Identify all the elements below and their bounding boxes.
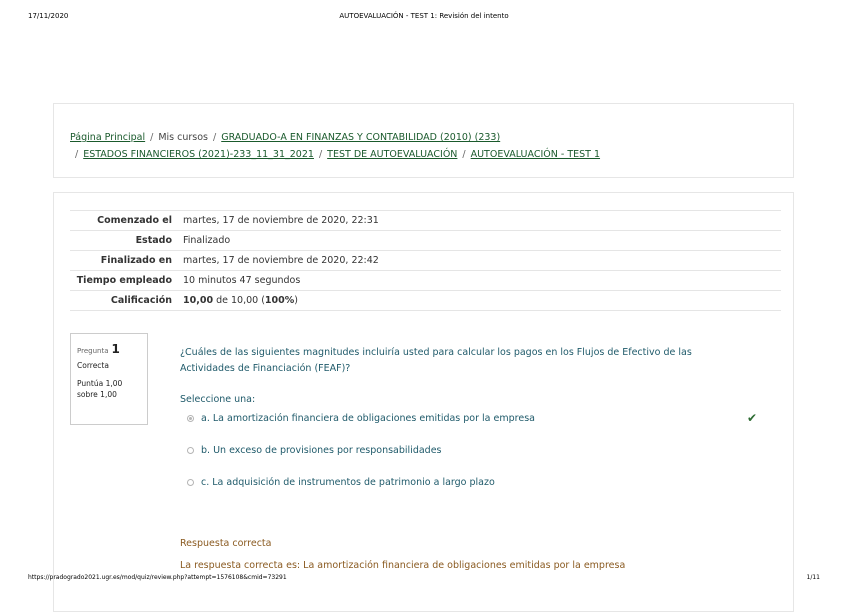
answer-option-b[interactable] [187, 445, 442, 456]
grade-close: ) [294, 295, 298, 306]
attempt-summary-table [70, 210, 781, 311]
breadcrumb-my-courses: Mis cursos [158, 132, 209, 143]
breadcrumb-section-link[interactable]: TEST DE AUTOEVALUACIÓN [327, 149, 458, 160]
finished-label: Finalizado en [70, 251, 178, 271]
answer-option-label: a. La amortización financiera de obligaciones emitidas por la empresa [201, 413, 535, 424]
breadcrumb-separator: / [462, 149, 466, 160]
summary-row-state [70, 231, 781, 251]
started-label: Comenzado el [70, 211, 178, 231]
question-mark: Puntúa 1,00 sobre 1,00 [77, 379, 123, 399]
question-number: 1 [111, 342, 120, 356]
answer-option-label: c. La adquisición de instrumentos de patrimonio a largo plazo [201, 477, 495, 488]
print-title: AUTOEVALUACIÓN - TEST 1: Revisión del intento [339, 12, 509, 20]
grade-label: Calificación [70, 291, 178, 311]
question-info-box [70, 333, 148, 425]
radio-button[interactable] [187, 447, 194, 454]
grade-score: 10,00 [183, 295, 214, 306]
answer-option-c[interactable] [187, 477, 495, 488]
question-text: ¿Cuáles de las siguientes magnitudes incluiría usted para calcular los pagos en los Flujos de Efectivo de las Actividades de Financiación (FEAF)? [180, 347, 692, 374]
question-label: Pregunta [77, 347, 109, 355]
breadcrumb-separator: / [318, 149, 323, 160]
feedback-text: La respuesta correcta es: La amortización financiera de obligaciones emitidas por la empresa [180, 560, 626, 571]
breadcrumb-separator: / [150, 132, 154, 143]
breadcrumb-course-link[interactable]: ESTADOS FINANCIEROS (2021)-233_11_31_2021 [83, 149, 314, 160]
grade-rest: de 10,00 ( [216, 295, 265, 306]
answer-option-label: b. Un exceso de provisiones por responsabilidades [201, 445, 442, 456]
breadcrumb [70, 129, 600, 163]
quiz-review-panel [53, 192, 794, 612]
radio-button[interactable] [187, 479, 194, 486]
print-date: 17/11/2020 [28, 12, 69, 20]
summary-row-started [70, 211, 781, 231]
finished-value: martes, 17 de noviembre de 2020, 22:42 [178, 251, 781, 271]
summary-row-time [70, 271, 781, 291]
question-state: Correcta [77, 361, 109, 370]
answer-option-a[interactable] [187, 413, 535, 424]
print-url: https://pradogrado2021.ugr.es/mod/quiz/review.php?attempt=1576108&cmid=73291 [28, 574, 287, 581]
grade-percent: 100% [264, 295, 295, 306]
grade-value [178, 291, 781, 311]
breadcrumb-container [53, 103, 794, 178]
summary-row-finished [70, 251, 781, 271]
time-label: Tiempo empleado [70, 271, 178, 291]
started-value: martes, 17 de noviembre de 2020, 22:31 [178, 211, 781, 231]
breadcrumb-separator: / [213, 132, 217, 143]
state-label: Estado [70, 231, 178, 251]
check-icon: ✔ [747, 411, 758, 425]
feedback-title: Respuesta correcta [180, 538, 272, 549]
radio-button-selected[interactable] [187, 415, 194, 422]
summary-row-grade [70, 291, 781, 311]
breadcrumb-home-link[interactable]: Página Principal [70, 132, 146, 143]
state-value: Finalizado [178, 231, 781, 251]
breadcrumb-quiz-link[interactable]: AUTOEVALUACIÓN - TEST 1 [470, 149, 601, 160]
question-prompt: Seleccione una: [180, 394, 256, 405]
print-page-count: 1/11 [806, 574, 820, 581]
time-value: 10 minutos 47 segundos [178, 271, 781, 291]
breadcrumb-separator: / [75, 149, 79, 160]
breadcrumb-degree-link[interactable]: GRADUADO-A EN FINANZAS Y CONTABILIDAD (2010) (233) [221, 132, 501, 143]
question-number-line [77, 342, 141, 356]
